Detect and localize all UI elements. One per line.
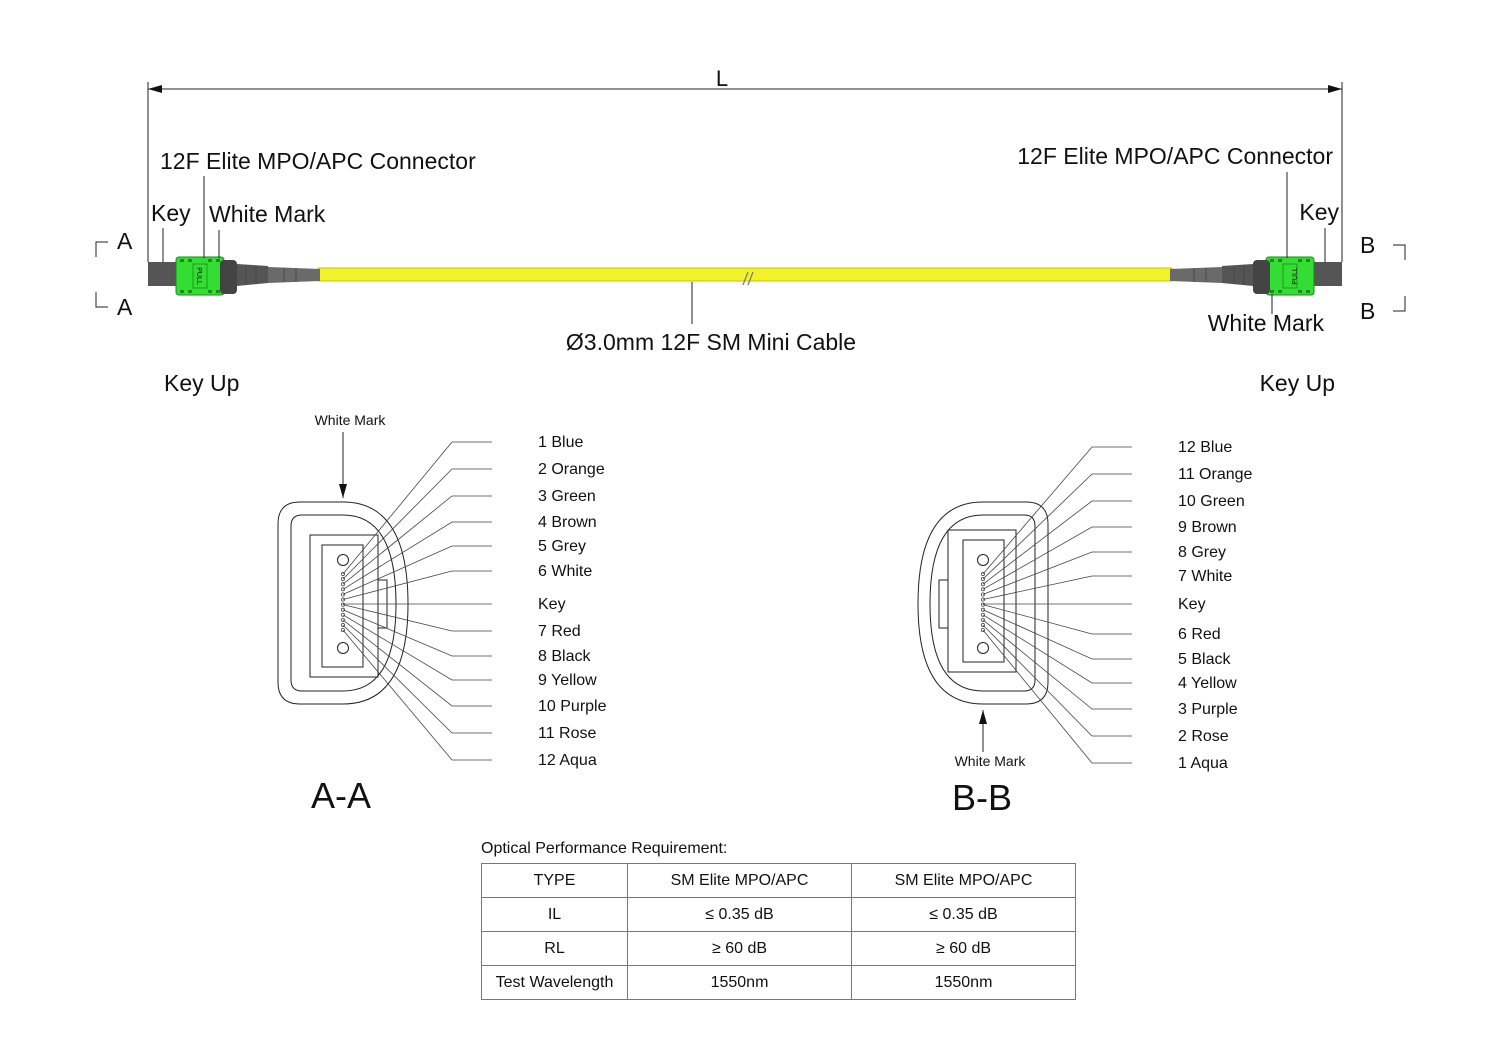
bb-fiber-leaders xyxy=(983,447,1132,763)
right-section-letter-bottom: B xyxy=(1360,298,1376,324)
left-boot-tail xyxy=(268,267,320,283)
right-end-labels xyxy=(1017,143,1405,336)
left-section-letter-bottom: A xyxy=(117,294,133,320)
right-green-housing xyxy=(1266,257,1314,295)
left-white-mark-label: White Mark xyxy=(209,201,326,227)
bb-fiber-label: 1 Aqua xyxy=(1178,755,1228,772)
section-aa-endface xyxy=(278,412,492,816)
performance-table xyxy=(481,863,1076,1000)
left-end-labels xyxy=(96,148,476,320)
right-connector xyxy=(1170,257,1342,295)
performance-header-cell: SM Elite MPO/APC xyxy=(628,864,852,898)
right-connector-label: 12F Elite MPO/APC Connector xyxy=(1017,143,1333,169)
bb-guide-hole-top xyxy=(978,555,989,566)
bb-fiber-label: 5 Black xyxy=(1178,651,1231,668)
aa-fiber-label: 1 Blue xyxy=(538,434,584,451)
bb-fiber-leader xyxy=(983,474,1132,579)
bb-fiber-leader xyxy=(983,630,1132,763)
performance-cell: ≥ 60 dB xyxy=(852,932,1076,966)
aa-fiber-label: 7 Red xyxy=(538,623,581,640)
bb-fiber-label: 7 White xyxy=(1178,568,1233,585)
bb-fiber-leader xyxy=(983,501,1132,584)
bb-fiber-label: 4 Yellow xyxy=(1178,675,1237,692)
bb-fiber-label: 8 Grey xyxy=(1178,544,1227,561)
aa-fiber-leader xyxy=(343,546,492,594)
performance-cell: 1550nm xyxy=(628,966,852,1000)
left-boot xyxy=(237,264,268,286)
bb-fiber-label: 3 Purple xyxy=(1178,701,1238,718)
right-key-label: Key xyxy=(1299,199,1339,225)
performance-cell: RL xyxy=(482,932,628,966)
right-section-marker-bottom xyxy=(1393,296,1405,311)
performance-row xyxy=(482,966,1076,1000)
aa-fiber-label: 8 Black xyxy=(538,648,591,665)
aa-fiber-leaders xyxy=(343,442,492,760)
bb-fiber-label: 12 Blue xyxy=(1178,439,1233,456)
bb-fiber-label: 2 Rose xyxy=(1178,728,1229,745)
left-section-marker-bottom xyxy=(96,292,108,307)
aa-fiber-label: 2 Orange xyxy=(538,461,605,478)
aa-fiber-leader xyxy=(343,605,492,631)
aa-fiber-label: 9 Yellow xyxy=(538,672,597,689)
performance-row xyxy=(482,932,1076,966)
cable-label: Ø3.0mm 12F SM Mini Cable xyxy=(565,329,857,355)
performance-cell: ≥ 60 dB xyxy=(628,932,852,966)
bb-fiber-labels xyxy=(1178,439,1253,772)
aa-fiber-labels xyxy=(538,434,607,769)
right-ferrule-end xyxy=(1310,262,1342,286)
right-section-marker-top xyxy=(1393,245,1405,260)
performance-cell: IL xyxy=(482,898,628,932)
aa-fiber-label: 12 Aqua xyxy=(538,752,597,769)
aa-guide-hole-bottom xyxy=(338,643,349,654)
performance-cell: ≤ 0.35 dB xyxy=(852,898,1076,932)
aa-fiber-leader xyxy=(343,522,492,589)
performance-header-cell: SM Elite MPO/APC xyxy=(852,864,1076,898)
bb-white-mark-label: White Mark xyxy=(954,753,1026,769)
aa-fiber-leader xyxy=(343,610,492,656)
bb-fiber-hole xyxy=(981,588,984,591)
left-section-letter-top: A xyxy=(117,228,133,254)
bb-fiber-leader xyxy=(983,605,1132,634)
left-boot-collar xyxy=(220,260,237,294)
left-connector-label: 12F Elite MPO/APC Connector xyxy=(160,148,476,174)
left-key-label: Key xyxy=(151,200,191,226)
left-pull-text: PULL xyxy=(195,267,202,285)
performance-header-cell: TYPE xyxy=(482,864,628,898)
left-ferrule-end xyxy=(148,262,180,286)
bb-fiber-holes xyxy=(981,572,984,631)
aa-fiber-leader xyxy=(343,630,492,760)
bb-fiber-leader xyxy=(983,447,1132,574)
right-section-letter-top: B xyxy=(1360,232,1376,258)
aa-fiber-label: 11 Rose xyxy=(538,725,597,742)
section-aa-title: A-A xyxy=(310,775,372,816)
aa-fiber-label: Key xyxy=(538,596,566,613)
aa-white-mark-label: White Mark xyxy=(314,412,386,428)
bb-fiber-label: 10 Green xyxy=(1178,493,1245,510)
aa-fiber-label: 4 Brown xyxy=(538,514,597,531)
right-pull-text: PULL xyxy=(1292,267,1299,285)
bb-fiber-leader xyxy=(983,552,1132,594)
performance-cell: 1550nm xyxy=(852,966,1076,1000)
performance-row xyxy=(482,864,1076,898)
aa-fiber-label: 10 Purple xyxy=(538,698,607,715)
right-white-mark-label: White Mark xyxy=(1207,310,1324,336)
bb-fiber-leader xyxy=(983,527,1132,589)
performance-cell: ≤ 0.35 dB xyxy=(628,898,852,932)
bb-fiber-label: Key xyxy=(1178,596,1206,613)
cable xyxy=(318,268,1172,355)
aa-fiber-holes xyxy=(341,572,344,631)
aa-fiber-label: 3 Green xyxy=(538,488,596,505)
bb-fiber-leader xyxy=(983,620,1132,709)
left-connector xyxy=(148,257,320,295)
aa-fiber-label: 5 Grey xyxy=(538,538,587,555)
section-bb-endface xyxy=(918,447,1132,818)
bb-fiber-label: 11 Orange xyxy=(1178,466,1253,483)
aa-fiber-leader xyxy=(343,620,492,706)
bb-fiber-label: 9 Brown xyxy=(1178,519,1237,536)
right-key-up-label: Key Up xyxy=(1259,370,1335,396)
bb-guide-hole-bottom xyxy=(978,643,989,654)
left-key-up-label: Key Up xyxy=(164,370,240,396)
performance-cell: Test Wavelength xyxy=(482,966,628,1000)
right-boot-tail xyxy=(1170,267,1222,283)
aa-fiber-leader xyxy=(343,442,492,574)
right-boot-collar xyxy=(1253,260,1270,294)
performance-row xyxy=(482,898,1076,932)
bb-fiber-leader xyxy=(983,576,1132,600)
right-boot xyxy=(1222,264,1253,286)
length-label: L xyxy=(715,66,729,91)
aa-guide-hole-top xyxy=(338,555,349,566)
bb-key-tab xyxy=(939,580,948,628)
bb-fiber-label: 6 Red xyxy=(1178,626,1221,643)
left-section-marker-top xyxy=(96,242,108,257)
aa-fiber-label: 6 White xyxy=(538,563,593,580)
performance-title: Optical Performance Requirement: xyxy=(481,840,728,857)
section-bb-title: B-B xyxy=(951,777,1013,818)
